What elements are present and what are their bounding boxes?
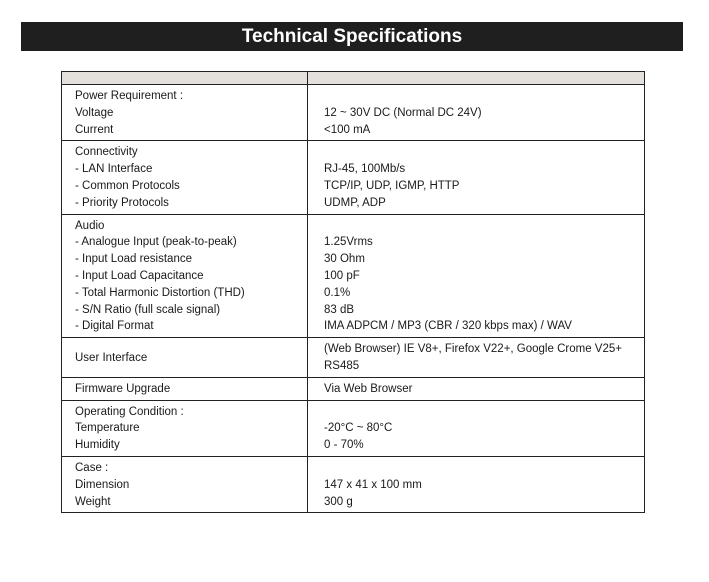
section-heading: Power Requirement : — [75, 90, 184, 102]
section-labels — [62, 85, 308, 141]
page-title: Technical Specifications — [21, 22, 683, 51]
table-header-cell-2 — [308, 72, 645, 85]
spec-value: <100 mA — [324, 123, 371, 136]
section-values — [308, 141, 645, 214]
spec-table — [61, 71, 645, 513]
spec-label: - Analogue Input (peak-to-peak) — [75, 236, 237, 249]
spec-value: 1.25Vrms — [324, 236, 373, 249]
section-values — [308, 85, 645, 141]
spec-label: Humidity — [75, 439, 120, 452]
spec-label: - Digital Format — [75, 320, 154, 333]
spec-value: 300 g — [324, 495, 353, 508]
spec-label: Voltage — [75, 106, 114, 119]
spec-value: 0.1% — [324, 286, 351, 299]
section-values — [308, 214, 645, 338]
section-heading: Case : — [75, 461, 109, 474]
spec-value: Via Web Browser — [324, 382, 413, 395]
section-power — [62, 85, 645, 141]
spec-value: (Web Browser) IE V8+, Firefox V22+, Google Crome V25+ — [324, 343, 622, 356]
spec-label: - Input Load Capacitance — [75, 269, 204, 282]
section-connectivity — [62, 141, 645, 214]
spec-value: 83 dB — [324, 303, 355, 316]
table-header-row — [62, 72, 645, 85]
section-values — [308, 456, 645, 512]
spec-label: - S/N Ratio (full scale signal) — [75, 303, 221, 316]
section-user-interface — [62, 338, 645, 378]
section-case — [62, 456, 645, 512]
spec-label: Temperature — [75, 422, 140, 435]
section-values — [308, 377, 645, 400]
spec-label: - Total Harmonic Distortion (THD) — [75, 286, 245, 299]
section-labels — [62, 400, 308, 456]
section-labels — [62, 377, 308, 400]
spec-value: 12 ~ 30V DC (Normal DC 24V) — [324, 106, 482, 119]
section-heading: Connectivity — [75, 146, 138, 159]
section-firmware — [62, 377, 645, 400]
section-audio — [62, 214, 645, 338]
spec-value: 30 Ohm — [324, 253, 365, 266]
section-heading: Audio — [75, 219, 105, 232]
spec-value: UDMP, ADP — [324, 196, 386, 209]
section-heading: User Interface — [75, 351, 148, 364]
spec-value: IMA ADPCM / MP3 (CBR / 320 kbps max) / WAV — [324, 320, 572, 333]
section-labels — [62, 338, 308, 378]
spec-label: - Input Load resistance — [75, 253, 192, 266]
table-header-cell-1 — [62, 72, 308, 85]
section-labels — [62, 141, 308, 214]
spec-label: Weight — [75, 495, 111, 508]
spec-value: 100 pF — [324, 269, 360, 282]
section-values — [308, 338, 645, 378]
spec-label: - Priority Protocols — [75, 196, 169, 209]
spec-value: RJ-45, 100Mb/s — [324, 163, 406, 176]
section-labels — [62, 214, 308, 338]
section-operating-condition — [62, 400, 645, 456]
spec-value: TCP/IP, UDP, IGMP, HTTP — [324, 179, 460, 192]
spec-label: Current — [75, 123, 114, 136]
spec-label: Dimension — [75, 478, 130, 491]
section-labels — [62, 456, 308, 512]
section-heading: Operating Condition : — [75, 405, 184, 418]
spec-value: RS485 — [324, 359, 360, 372]
section-values — [308, 400, 645, 456]
spec-value: -20°C ~ 80°C — [324, 422, 393, 435]
spec-value: 0 - 70% — [324, 439, 364, 452]
spec-value: 147 x 41 x 100 mm — [324, 478, 422, 491]
section-heading: Firmware Upgrade — [75, 382, 171, 395]
spec-label: - Common Protocols — [75, 179, 180, 192]
spec-label: - LAN Interface — [75, 163, 153, 176]
